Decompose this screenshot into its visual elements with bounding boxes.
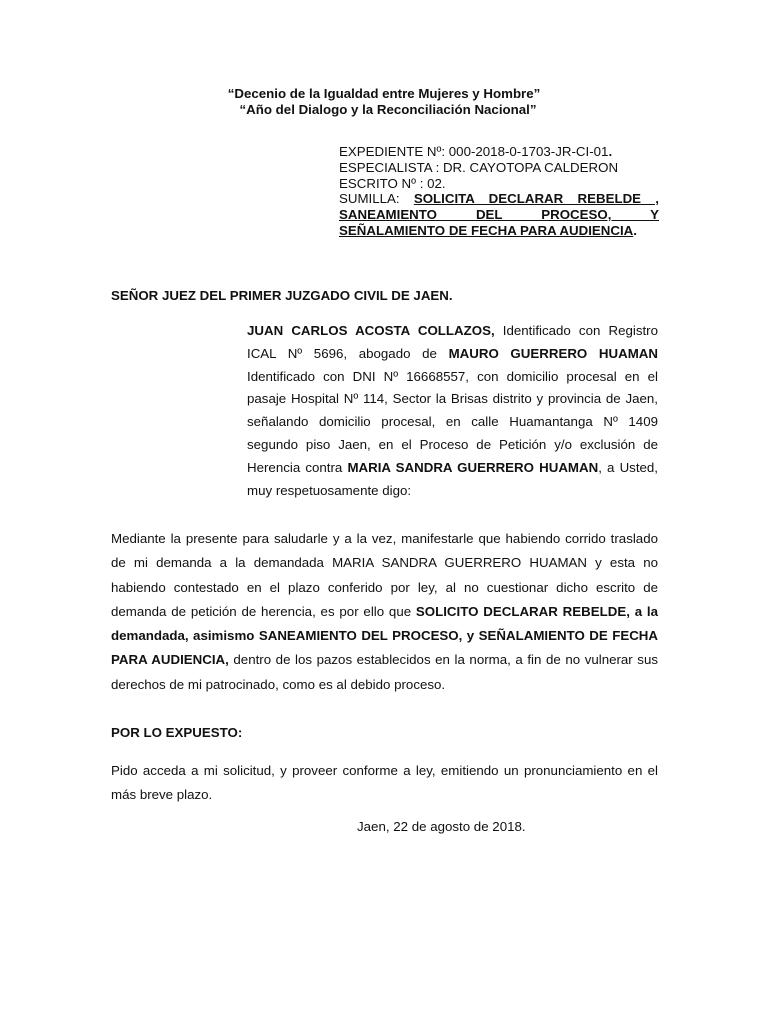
expediente-end: . [608, 144, 613, 159]
sumilla-label: SUMILLA: [339, 191, 414, 207]
sumilla-text: SOLICITA DECLARAR REBELDE , SANEAMIENTO DEL PROCESO, Y SEÑALAMIENTO DE FECHA PARA AUDIENCIA [339, 191, 659, 238]
client-name: MAURO GUERRERO HUAMAN [448, 345, 658, 361]
intro-text-1: Identificado con Registro ICAL Nº 5696, abogado de [247, 323, 658, 361]
defendant-name: MARIA SANDRA GUERRERO HUAMAN [347, 459, 599, 475]
expediente-label: EXPEDIENTE Nº: [339, 144, 449, 159]
por-lo-expuesto-heading: POR LO EXPUESTO: [111, 725, 243, 740]
especialista-line: ESPECIALISTA : DR. CAYOTOPA CALDERON [339, 159, 619, 175]
petition-paragraph: Pido acceda a mi solicitud, y proveer conforme a ley, emitiendo un pronunciamiento en el más breve plazo. [111, 763, 658, 802]
intro-paragraph [247, 320, 658, 502]
sumilla-line [339, 191, 659, 238]
body-text-2: dentro de los pazos establecidos en la norma, a fin de no vulnerar sus derechos de mi patrocinado, como es al debido proceso. [111, 652, 658, 692]
expediente-line [339, 144, 659, 160]
sumilla-end: . [633, 222, 637, 238]
expediente-value: 000-2018-0-1703-JR-CI-01 [448, 144, 609, 159]
escrito-line: ESCRITO Nº : 02. [339, 175, 446, 191]
case-info-block [339, 144, 659, 239]
addressee-line: SEÑOR JUEZ DEL PRIMER JUZGADO CIVIL DE JAEN. [111, 288, 453, 303]
date-line: Jaen, 22 de agosto de 2018. [357, 819, 526, 834]
motto-line-2: “Año del Dialogo y la Reconciliación Nacional” [239, 102, 537, 117]
motto-line-1: “Decenio de la Igualdad entre Mujeres y Hombre” [227, 86, 541, 101]
body-paragraph [111, 527, 658, 697]
intro-text-2: Identificado con DNI Nº 16668557, con domicilio procesal en el pasaje Hospital Nº 114, Sector la Brisas distrito y provincia de Jaen, señalando domicilio procesal, en calle Huamantanga Nº 1409 segundo piso Jaen, en el Proceso de Petición y/o exclusión de Herencia contra [247, 368, 658, 475]
body-text-1: Mediante la presente para saludarle y a la vez, manifestarle que habiendo corrido traslado de mi demanda a la demandada MARIA SANDRA GUERRERO HUAMAN y esta no habiendo contestado en el plazo conferido por ley, al no cuestionar dicho escrito de demanda de petición de herencia, es por ello que [111, 531, 658, 619]
lawyer-name: JUAN CARLOS ACOSTA COLLAZOS, [247, 323, 495, 338]
intro-text-3: , a Usted, muy respetuosamente digo: [247, 459, 658, 498]
body-bold-request: SOLICITO DECLARAR REBELDE, a la demandada, asimismo SANEAMIENTO DEL PROCESO, y SEÑALAMIENTO DE FECHA PARA AUDIENCIA, [111, 603, 658, 668]
